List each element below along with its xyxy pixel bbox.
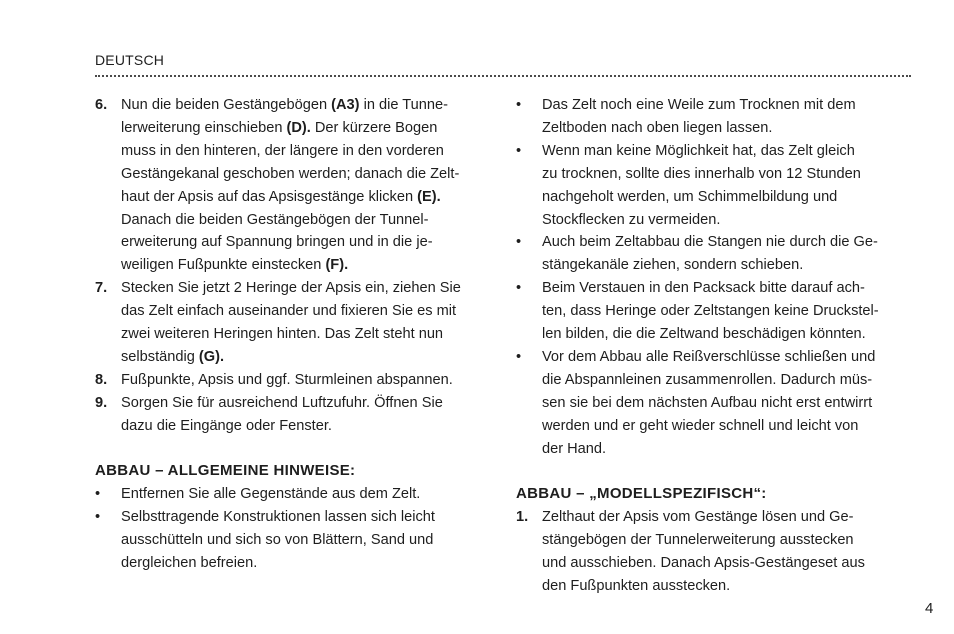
bullet-icon: •: [516, 142, 522, 159]
bullet-text: Das Zelt noch eine Weile zum Trocknen mit dem Zeltboden nach oben liegen lassen.: [542, 97, 856, 136]
step-number: 9.: [95, 394, 108, 411]
step-text: Nun die beiden Gestängebögen (A3) in die Tunne- lerweiterung einschieben (D). Der kürzere Bogen muss in den hinteren, der längere in den vorderen Gestängekanal geschoben werden; danach die Zelt- haut der Apsis auf das Apsisgestänge klicken (E). Danach die beiden Gestängebögen der Tunnel- erweiterung auf Spannung bringen und in die je- weiligen Fußpunkte einstecken (F).: [121, 97, 460, 274]
bullet-text: Auch beim Zeltabbau die Stangen nie durch die Ge- stängekanäle ziehen, sondern schieben.: [542, 234, 878, 274]
step-item: [95, 277, 493, 369]
step-text: Sorgen Sie für ausreichend Luftzufuhr. Öffnen Sie dazu die Eingänge oder Fenster.: [121, 394, 443, 434]
step-text: Zelthaut der Apsis vom Gestänge lösen und Ge- stängebögen der Tunnelerweiterung ausstecken und ausschieben. Danach Apsis-Gestängeset aus den Fußpunkten ausstecken.: [542, 509, 865, 595]
step-text: Fußpunkte, Apsis und ggf. Sturmleinen abspannen.: [121, 371, 453, 388]
section-title-model-specific: ABBAU – „MODELLSPEZIFISCH“:: [516, 485, 767, 503]
bullet-icon: •: [516, 97, 522, 113]
language-label: DEUTSCH: [95, 52, 165, 68]
bullet-icon: •: [516, 234, 522, 251]
left-column: [95, 94, 493, 575]
right-column: [516, 94, 916, 598]
bullet-text: Beim Verstauen in den Packsack bitte darauf ach- ten, dass Heringe oder Zeltstangen keine Druckstel- len bilden, die die Zeltwand beschädigen könnten.: [542, 280, 879, 343]
bullet-text: Vor dem Abbau alle Reißverschlüsse schließen und die Abspannleinen zusammenrollen. Dadurch müs- sen sie bei dem nächsten Aufbau nicht erst entwirrt werden und er geht wieder schnell und leicht von der Hand.: [542, 348, 876, 457]
step-item: [95, 94, 493, 277]
step-item: [95, 392, 493, 438]
bullet-item: [516, 140, 916, 232]
dotted-divider: [95, 75, 911, 77]
step-number: 8.: [95, 371, 108, 388]
figure-reference: (G).: [198, 348, 225, 365]
bullet-text: Entfernen Sie alle Gegenstände aus dem Zelt.: [121, 486, 421, 503]
step-number: 1.: [516, 509, 529, 526]
bullet-text: Selbsttragende Konstruktionen lassen sich leicht ausschütteln und sich so von Blättern, Sand und dergleichen befreien.: [121, 509, 435, 572]
figure-reference: (D).: [286, 119, 311, 136]
figure-reference: (E).: [417, 188, 441, 205]
bullet-item: [95, 483, 493, 506]
dismantling-steps-list: [516, 506, 916, 598]
step-number: 6.: [95, 97, 108, 113]
bullet-item: [516, 231, 916, 277]
bullet-item: [516, 277, 916, 346]
bullet-icon: •: [516, 280, 522, 297]
assembly-steps-list: [95, 94, 493, 438]
bullet-icon: •: [95, 509, 101, 526]
section-title-general: ABBAU – ALLGEMEINE HINWEISE:: [95, 462, 356, 480]
figure-reference: (A3): [331, 97, 360, 113]
bullet-icon: •: [95, 486, 101, 503]
bullet-text: Wenn man keine Möglichkeit hat, das Zelt gleich zu trocknen, sollte dies innerhalb von 12 Stunden nachgeholt werden, um Schimmelbildung und Stockflecken zu vermeiden.: [542, 142, 861, 228]
page-number: 4: [925, 600, 934, 617]
step-item: [95, 369, 493, 392]
general-hints-list: [95, 483, 493, 575]
bullet-item: [516, 346, 916, 461]
general-hints-list-continued: [516, 94, 916, 461]
step-number: 7.: [95, 280, 108, 297]
bullet-icon: •: [516, 348, 522, 365]
bullet-item: [516, 94, 916, 140]
step-item: [516, 506, 916, 598]
bullet-item: [95, 506, 493, 575]
figure-reference: (F).: [325, 257, 349, 274]
step-text: Stecken Sie jetzt 2 Heringe der Apsis ein, ziehen Sie das Zelt einfach auseinander und fixieren Sie es mit zwei weiteren Heringen hinten. Das Zelt steht nun selbständig (G).: [121, 280, 461, 365]
